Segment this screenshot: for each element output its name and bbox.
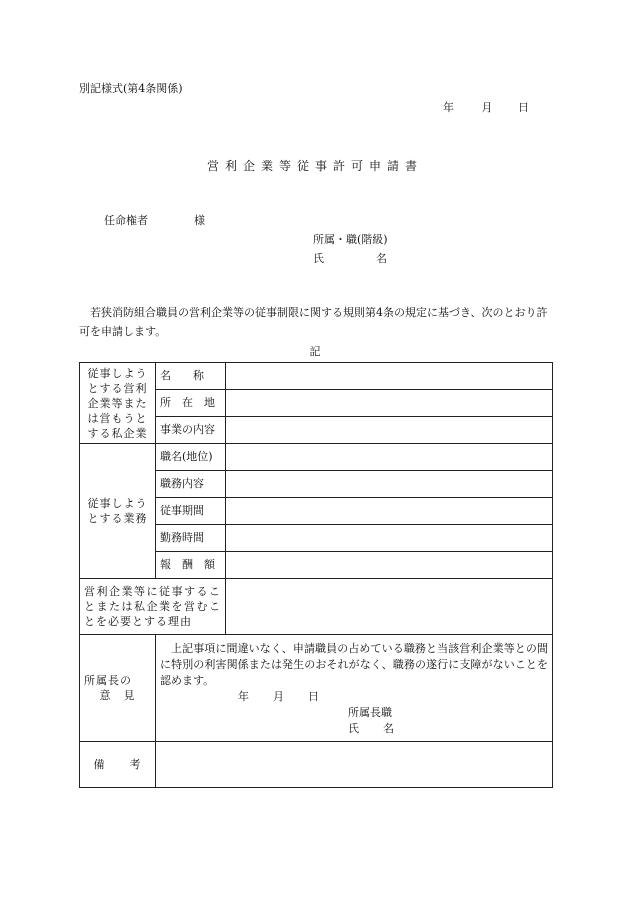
group-duty-label: 従事しようとする業務 (80, 444, 156, 579)
affiliation-label: 所属・職(階級) (313, 233, 388, 246)
table-row (80, 363, 553, 390)
opinion-label (80, 635, 156, 742)
addressee-label: 任命権者 (104, 214, 148, 227)
row-label-name: 名 称 (156, 363, 226, 390)
intro-text: 若狭消防組合職員の営利企業等の従事制限に関する規則第4条の規定に基づき、次のとおり許可を申請します。 (79, 306, 548, 338)
chief-title: 所属長職 (348, 706, 392, 719)
row-label-business: 事業の内容 (156, 417, 226, 444)
document-title: 営利企業等従事許可申請書 (206, 159, 423, 173)
remarks-label: 備 考 (80, 742, 156, 788)
table-row (80, 579, 553, 635)
opinion-date-day: 日 (308, 690, 319, 703)
opinion-date-year: 年 (238, 690, 249, 703)
row-label-hours: 勤務時間 (156, 525, 226, 552)
enterprise-business-field[interactable] (226, 417, 553, 444)
row-label-position: 職名(地位) (156, 444, 226, 471)
enterprise-name-field[interactable] (226, 363, 553, 390)
form-number-label: 別記様式(第4条関係) (79, 82, 183, 95)
addressee (104, 212, 205, 228)
application-table (79, 362, 553, 788)
reason-label: 営利企業等に従事することまたは私企業を営むことを必要とする理由 (80, 579, 226, 635)
opinion-content (156, 635, 553, 742)
date-month: 月 (481, 101, 493, 114)
date-year: 年 (443, 101, 454, 114)
table-row (80, 742, 553, 788)
chief-name-second: 名 (383, 722, 394, 735)
row-label-duties: 職務内容 (156, 471, 226, 498)
pay-field[interactable] (226, 552, 553, 579)
hours-field[interactable] (226, 525, 553, 552)
opinion-label-line2: 意 見 (99, 689, 136, 702)
period-field[interactable] (226, 498, 553, 525)
opinion-text: 上記事項に間違いなく、申請職員の占めている職務と当該営利企業等との間に特別の利害関係または発生のおそれがなく、職務の遂行に支障がないことを認めます。 (160, 642, 548, 687)
application-date (443, 99, 529, 115)
applicant-name-label (313, 250, 387, 266)
addressee-suffix: 様 (194, 214, 205, 227)
reason-field[interactable] (226, 579, 553, 635)
opinion-label-line1: 所属長の (84, 674, 132, 687)
row-label-period: 従事期間 (156, 498, 226, 525)
enterprise-location-field[interactable] (226, 390, 553, 417)
group-enterprise-label: 従事しようとする営利企業等または営もうとする私企業 (80, 363, 156, 444)
opinion-date-month: 月 (273, 690, 284, 703)
row-label-pay: 報 酬 額 (156, 552, 226, 579)
ki-mark: 記 (309, 345, 321, 358)
chief-name-first: 氏 (348, 722, 359, 735)
position-field[interactable] (226, 444, 553, 471)
intro-paragraph (79, 303, 554, 341)
duties-field[interactable] (226, 471, 553, 498)
opinion-date (160, 689, 548, 705)
table-row (80, 444, 553, 471)
row-label-location: 所 在 地 (156, 390, 226, 417)
date-day: 日 (518, 101, 529, 114)
name-label-first: 氏 (313, 252, 324, 265)
remarks-field[interactable] (156, 742, 553, 788)
chief-name-label (160, 721, 548, 737)
name-label-second: 名 (376, 252, 387, 265)
table-row (80, 635, 553, 742)
